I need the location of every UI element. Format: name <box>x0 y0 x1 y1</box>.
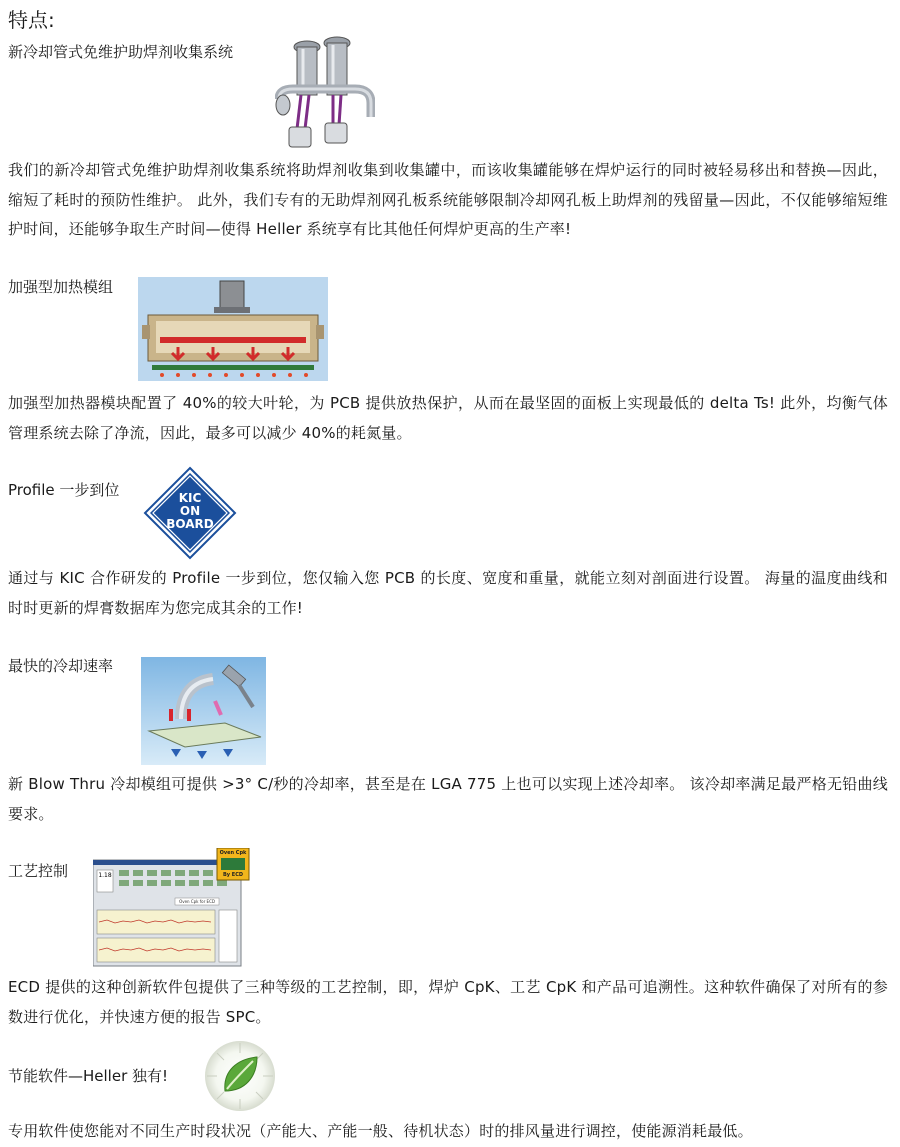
flux-collector-image <box>275 33 375 151</box>
section-body-process-control: ECD 提供的这种创新软件包提供了三种等级的工艺控制，即，焊炉 CpK、工艺 CpK 和产品可追溯性。这种软件确保了对所有的参数进行优化，并快速方便的报告 SPC。 <box>8 978 888 1026</box>
blow-thru-cooling-image <box>141 657 266 765</box>
oven-cpk-badge-bottom: By ECD <box>222 872 244 878</box>
oven-cpk-badge-top: Oven Cpk <box>219 850 247 856</box>
section-body-heater-module: 加强型加热器模块配置了 40%的较大叶轮，为 PCB 提供放热保护，从而在最坚固的面板上实现最低的 delta Ts! 此外，均衡气体管理系统去除了净流，因此，最多可以减少 40%的耗氮量。 <box>8 394 888 442</box>
badge-line-kic: KIC <box>178 491 202 505</box>
heater-module-image <box>138 277 328 381</box>
section-body-flux-system: 我们的新冷却管式免维护助焊剂收集系统将助焊剂收集到收集罐中，而该收集罐能够在焊炉运行的同时被轻易移出和替换—因此，缩短了耗时的预防性维护。 此外，我们专有的无助焊剂网孔板系统能够限制冷却网孔板上助焊剂的残留量—因此，不仅能够缩短维护时间，还能够争取生产时间—使得 Heller 系统享有比其他任何焊炉更高的生产率! <box>8 161 888 238</box>
section-heading-flux-system: 新冷却管式免维护助焊剂收集系统 <box>8 43 234 61</box>
page-title: 特点: <box>8 8 55 32</box>
section-heading-energy: 节能软件—Heller 独有! <box>8 1067 169 1085</box>
section-heading-process-control: 工艺控制 <box>8 862 69 880</box>
energy-leaf-icon <box>203 1039 277 1113</box>
section-heading-profile: Profile 一步到位 <box>8 481 120 499</box>
kic-on-board-badge <box>143 466 237 560</box>
software-panel-label: Oven Cpk for ECD <box>179 899 215 904</box>
section-body-energy: 专用软件使您能对不同生产时段状况（产能大、产能一般、待机状态）时的排风量进行调控，使能源消耗最低。 <box>8 1122 753 1140</box>
oven-cpk-software-image <box>93 848 250 968</box>
section-body-cooling: 新 Blow Thru 冷却模组可提供 >3° C/秒的冷却率，甚至是在 LGA 775 上也可以实现上述冷却率。 该冷却率满足最严格无铅曲线要求。 <box>8 775 888 823</box>
section-body-profile: 通过与 KIC 合作研发的 Profile 一步到位，您仅输入您 PCB 的长度、宽度和重量，就能立刻对剖面进行设置。 海量的温度曲线和时时更新的焊膏数据库为您完成其余的工作! <box>8 569 888 617</box>
badge-line-board: BOARD <box>166 517 214 531</box>
section-heading-heater-module: 加强型加热模组 <box>8 278 114 296</box>
software-value: 1.18 <box>98 872 112 879</box>
badge-line-on: ON <box>179 504 201 518</box>
section-heading-cooling: 最快的冷却速率 <box>8 657 114 675</box>
